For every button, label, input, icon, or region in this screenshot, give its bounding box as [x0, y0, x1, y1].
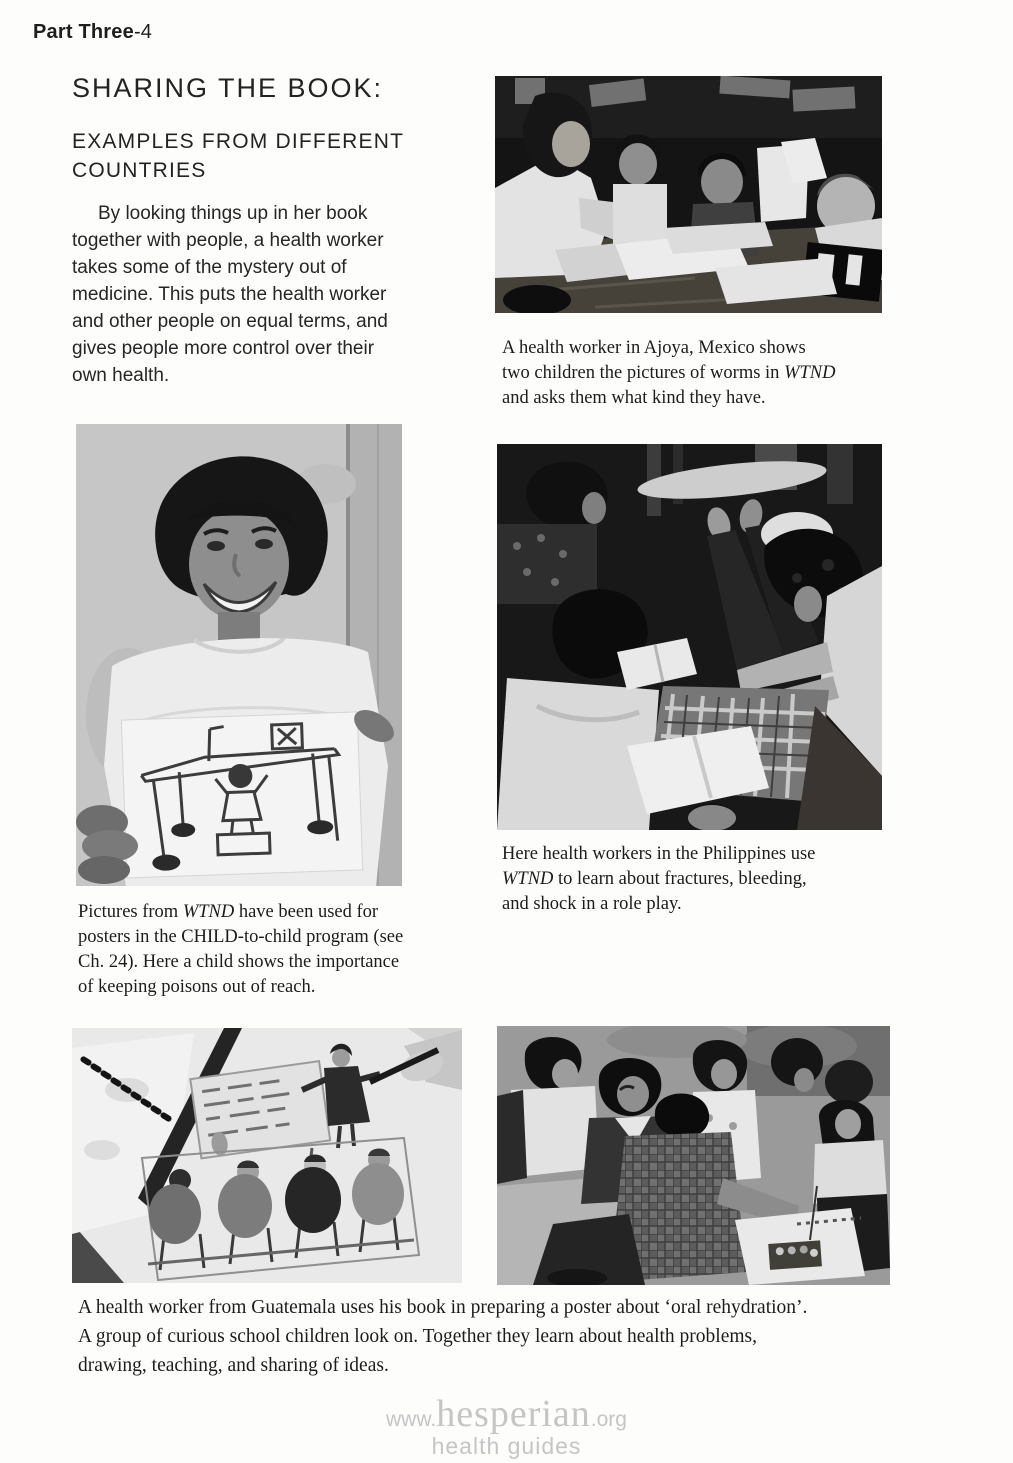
paragraph-line: takes some of the mystery out of — [72, 257, 347, 278]
paragraph-line: By looking things up in her book — [98, 203, 368, 224]
photo-guatemala-group — [497, 1026, 890, 1285]
photo-ajoya — [495, 76, 882, 313]
caption-ajoya — [502, 336, 922, 411]
photo-guatemala-drawing — [72, 1028, 462, 1283]
subtitle-line: EXAMPLES FROM DIFFERENT — [72, 130, 405, 153]
subtitle-line: COUNTRIES — [72, 159, 207, 182]
paragraph-line: own health. — [72, 365, 170, 386]
caption-line: and shock in a role play. — [502, 894, 682, 914]
caption-poster-child — [78, 900, 508, 1000]
photo-philippines — [497, 444, 882, 830]
paragraph-line: medicine. This puts the health worker — [72, 284, 387, 305]
part-number: -4 — [133, 21, 153, 43]
caption-line: A group of curious school children look on. Together they learn about health problems, — [78, 1326, 757, 1347]
caption-line: WTND to learn about fractures, bleeding, — [502, 869, 807, 889]
part-label: Part Three — [33, 21, 134, 43]
wordmark-www: www. — [386, 1408, 437, 1431]
caption-line: Here health workers in the Philippines use — [502, 844, 816, 864]
page-subtitle — [72, 127, 404, 185]
caption-line: of keeping poisons out of reach. — [78, 977, 316, 997]
caption-line: A health worker in Ajoya, Mexico shows — [502, 338, 806, 358]
caption-guatemala — [78, 1293, 978, 1380]
running-head — [33, 21, 152, 44]
paragraph-line: and other people on equal terms, and — [72, 311, 388, 332]
book-abbreviation: WTND — [784, 363, 836, 383]
caption-line: and asks them what kind they have. — [502, 388, 766, 408]
intro-paragraph — [72, 200, 492, 389]
caption-line: A health worker from Guatemala uses his book in preparing a poster about ‘oral rehydration’. — [78, 1297, 808, 1318]
paragraph-line: gives people more control over their — [72, 338, 375, 359]
caption-philippines — [502, 842, 922, 917]
wordmark-org: .org — [590, 1408, 627, 1431]
caption-line: posters in the CHILD-to-child program (see — [78, 927, 404, 947]
caption-line: two children the pictures of worms in WTND — [502, 363, 836, 383]
photo-poster-child — [76, 424, 402, 886]
caption-line: drawing, teaching, and sharing of ideas. — [78, 1355, 389, 1376]
book-abbreviation: WTND — [502, 869, 554, 889]
book-abbreviation: WTND — [182, 902, 235, 922]
footer-logo — [0, 1393, 1013, 1459]
footer-tagline: health guides — [431, 1433, 582, 1459]
paragraph-line: together with people, a health worker — [72, 230, 384, 251]
caption-line: Pictures from WTND have been used for — [78, 902, 379, 922]
wordmark-brand: hesperian — [436, 1393, 591, 1435]
page-title: SHARING THE BOOK: — [72, 73, 384, 103]
caption-line: Ch. 24). Here a child shows the importance — [78, 952, 400, 972]
